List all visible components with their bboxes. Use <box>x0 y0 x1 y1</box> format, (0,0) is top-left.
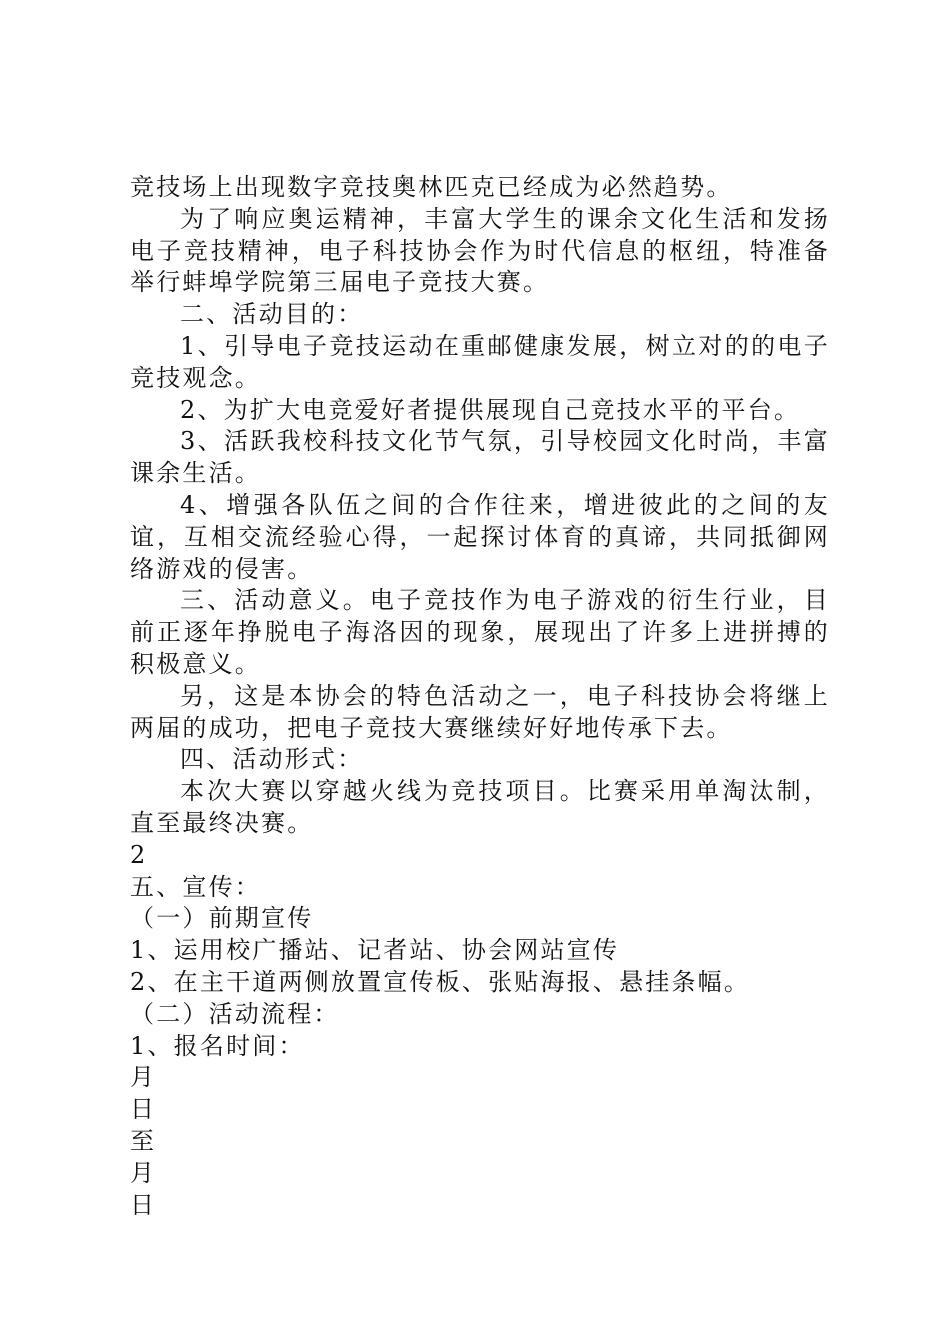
paragraph-featured-activity: 另，这是本协会的特色活动之一，电子科技协会将继上两届的成功，把电子竞技大赛继续好好地传承下去。 <box>130 681 830 742</box>
heading-activity-format: 四、活动形式： <box>180 745 364 774</box>
paragraph-intro: 为了响应奥运精神，丰富大学生的课余文化生活和发扬电子竞技精神，电子科技协会作为时代信息的枢纽，特准备举行蚌埠学院第三届电子竞技大赛。 <box>130 204 830 297</box>
date-fragment-to: 至 <box>130 1126 157 1155</box>
page-number: 2 <box>130 840 148 869</box>
document-body <box>130 172 830 1221</box>
date-fragment-month: 月 <box>130 1158 157 1187</box>
date-fragment-month: 月 <box>130 1063 157 1092</box>
date-fragment-day: 日 <box>130 1190 157 1219</box>
publicity-item-2: 2、在主干道两侧放置宣传板、张贴海报、悬挂条幅。 <box>130 967 751 996</box>
heading-early-publicity: （一）前期宣传 <box>130 904 314 933</box>
heading-publicity: 五、宣传： <box>130 872 261 901</box>
purpose-item-4: 4、增强各队伍之间的合作往来，增进彼此的之间的友谊，互相交流经验心得，一起探讨体育的真谛，共同抵御网络游戏的侵害。 <box>130 490 830 583</box>
purpose-item-1: 1、引导电子竞技运动在重邮健康发展，树立对的的电子竞技观念。 <box>130 331 830 392</box>
heading-activity-purpose: 二、活动目的： <box>180 300 364 329</box>
registration-time: 1、报名时间： <box>130 1031 305 1060</box>
heading-activity-significance: 三、活动意义。电子竞技作为电子游戏的衍生行业，目前正逐年挣脱电子海洛因的现象，展现出了许多上进拼搏的积极意义。 <box>130 586 830 678</box>
paragraph-continuation: 竞技场上出现数字竞技奥林匹克已经成为必然趋势。 <box>130 173 733 201</box>
heading-activity-process: （二）活动流程： <box>130 999 340 1028</box>
purpose-item-3: 3、活跃我校科技文化节气氛，引导校园文化时尚，丰富课余生活。 <box>130 427 830 488</box>
publicity-item-1: 1、运用校广播站、记者站、协会网站宣传 <box>130 936 620 965</box>
paragraph-format-detail: 本次大赛以穿越火线为竞技项目。比赛采用单淘汰制，直至最终决赛。 <box>130 777 830 837</box>
purpose-item-2: 2、为扩大电竞爱好者提供展现自己竞技水平的平台。 <box>180 395 801 424</box>
date-fragment-day: 日 <box>130 1095 157 1124</box>
